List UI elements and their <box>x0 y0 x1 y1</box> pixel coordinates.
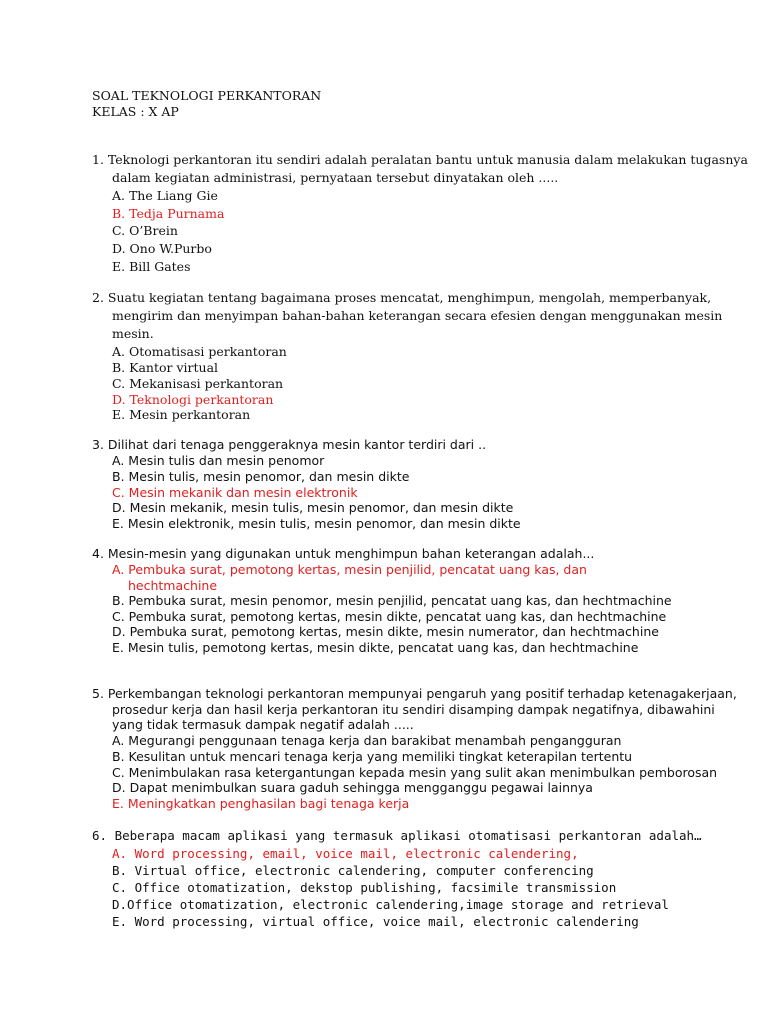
option-e: E. Mesin perkantoran <box>112 407 251 422</box>
option-d-answer: D. Teknologi perkantoran <box>112 392 274 407</box>
option-a-answer: A. Word processing, email, voice mail, electronic calendering, <box>112 846 579 861</box>
option-c: C. Mekanisasi perkantoran <box>112 376 284 391</box>
option-d: D. Pembuka surat, pemotong kertas, mesin dikte, mesin numerator, dan hechtmachine <box>112 624 659 639</box>
option-c: C. Menimbulakan rasa ketergantungan kepada mesin yang sulit akan menimbulkan pemborosan <box>112 765 718 780</box>
question-text: 3. Dilihat dari tenaga penggeraknya mesin kantor terdiri dari .. <box>92 437 487 452</box>
option-b: B. Mesin tulis, mesin penomor, dan mesin dikte <box>112 469 410 484</box>
question-text: 6. Beberapa macam aplikasi yang termasuk aplikasi otomatisasi perkantoran adalah… <box>92 828 702 843</box>
question-text: mengirim dan menyimpan bahan-bahan keterangan secara efesien dengan menggunakan mesin <box>112 308 723 323</box>
option-e: E. Bill Gates <box>112 259 191 274</box>
option-a-answer: A. Pembuka surat, pemotong kertas, mesin penjilid, pencatat uang kas, dan <box>112 562 587 577</box>
option-c: C. Pembuka surat, pemotong kertas, mesin dikte, pencatat uang kas, dan hechtmachine <box>112 609 667 624</box>
option-e: E. Mesin elektronik, mesin tulis, mesin penomor, dan mesin dikte <box>112 516 521 531</box>
option-e-answer: E. Meningkatkan penghasilan bagi tenaga kerja <box>112 796 410 811</box>
question-text: 5. Perkembangan teknologi perkantoran mempunyai pengaruh yang positif terhadap ketenagakerjaan, <box>92 686 737 701</box>
option-c-answer: C. Mesin mekanik dan mesin elektronik <box>112 485 358 500</box>
option-d: D.Office otomatization, electronic calendering,image storage and retrieval <box>112 897 669 912</box>
option-e: E. Mesin tulis, pemotong kertas, mesin dikte, pencatat uang kas, dan hechtmachine <box>112 640 639 655</box>
option-a: A. Megurangi penggunaan tenaga kerja dan barakibat menambah pengangguran <box>112 733 622 748</box>
option-d: D. Dapat menimbulkan suara gaduh sehingga mengganggu pegawai lainnya <box>112 780 593 795</box>
class-label: KELAS : X AP <box>92 104 179 119</box>
option-a-answer-cont: hechtmachine <box>128 578 218 593</box>
option-b: B. Virtual office, electronic calendering, computer conferencing <box>112 863 594 878</box>
option-c: C. Office otomatization, dekstop publishing, facsimile transmission <box>112 880 617 895</box>
option-a: A. Otomatisasi perkantoran <box>112 344 287 359</box>
question-text: dalam kegiatan administrasi, pernyataan tersebut dinyatakan oleh ..... <box>112 170 559 185</box>
question-text: 4. Mesin-mesin yang digunakan untuk menghimpun bahan keterangan adalah... <box>92 546 595 561</box>
option-b: B. Kantor virtual <box>112 360 219 375</box>
option-e: E. Word processing, virtual office, voice mail, electronic calendering <box>112 914 639 929</box>
option-d: D. Mesin mekanik, mesin tulis, mesin penomor, dan mesin dikte <box>112 500 514 515</box>
option-d: D. Ono W.Purbo <box>112 241 212 256</box>
document-title: SOAL TEKNOLOGI PERKANTORAN <box>92 88 322 103</box>
question-text: mesin. <box>112 326 154 341</box>
option-b-answer: B. Tedja Purnama <box>112 206 225 221</box>
question-text: 2. Suatu kegiatan tentang bagaimana proses mencatat, menghimpun, mengolah, memperbanyak, <box>92 290 712 305</box>
question-text: prosedur kerja dan hasil kerja perkantoran itu sendiri disamping dampak negatifnya, dibawahini <box>112 702 715 717</box>
question-text: yang tidak termasuk dampak negatif adalah ..... <box>112 717 414 732</box>
option-b: B. Pembuka surat, mesin penomor, mesin penjilid, pencatat uang kas, dan hechtmachine <box>112 593 672 608</box>
option-a: A. The Liang Gie <box>112 188 218 203</box>
option-a: A. Mesin tulis dan mesin penomor <box>112 453 325 468</box>
question-text: 1. Teknologi perkantoran itu sendiri adalah peralatan bantu untuk manusia dalam melakukan tugasnya <box>92 152 748 167</box>
option-b: B. Kesulitan untuk mencari tenaga kerja yang memiliki tingkat keterapilan tertentu <box>112 749 633 764</box>
option-c: C. O’Brein <box>112 223 178 238</box>
